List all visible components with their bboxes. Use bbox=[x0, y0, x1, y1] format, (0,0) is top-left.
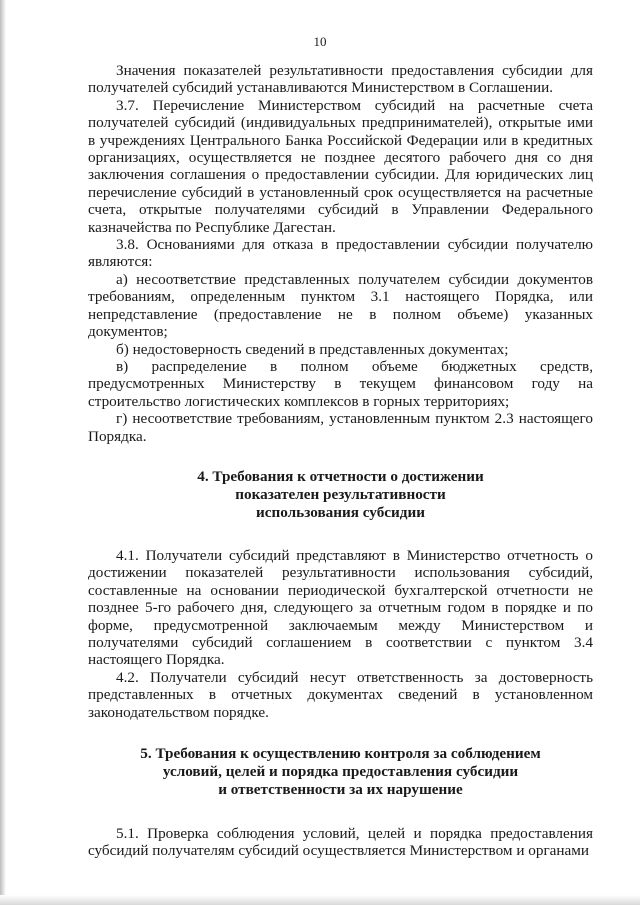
paragraph-3-8-b: б) недостоверность сведений в представленных документах; bbox=[116, 340, 509, 358]
paragraph-3-8-a: а) несоответствие представленных получателем субсидии документов требованиям, определенным пунктом 3.1 настоящего Порядка, или непредставление (предоставление не в полном объеме) указанных документов; bbox=[88, 270, 593, 341]
paragraph-4-2: 4.2. Получатели субсидий несут ответственность за достоверность представленных в отчетных документах сведений в установленном законодательством порядке. bbox=[88, 668, 593, 721]
section-4-heading bbox=[88, 468, 593, 522]
section-5-title-line: 5. Требования к осуществлению контроля за соблюдением bbox=[140, 745, 541, 762]
paragraph-5-1: 5.1. Проверка соблюдения условий, целей и порядка предоставления субсидий получателям субсидий осуществляется Министерством и органами bbox=[88, 825, 593, 860]
document-body bbox=[88, 62, 593, 860]
paragraph-3-8-v: в) распределение в полном объеме бюджетных средств, предусмотренных Министерству в текущем финансовом году на строительство логистических комплексов в горных территориях; bbox=[88, 357, 593, 410]
section-5-title-line: и ответственности за их нарушение bbox=[218, 781, 463, 798]
paragraph-3-7: 3.7. Перечисление Министерством субсидий на расчетные счета получателей субсидий (индивидуальных предпринимателей), открытые ими в учреждениях Центрального Банка Российской Федерации или в кредитных организациях, осуществляется не позднее десятого рабочего дня со дня заключения соглашения о предоставлении субсидии. Для юридических лиц перечисление субсидий в установленный срок осуществляется на расчетные счета, открытые получателями субсидий в Управлении Федерального казначейства по Республике Дагестан. bbox=[88, 96, 593, 236]
paragraph-3-8-g: г) несоответствие требованиям, установленным пунктом 2.3 настоящего Порядка. bbox=[88, 410, 593, 445]
section-4-title-line: 4. Требования к отчетности о достижении bbox=[197, 467, 484, 485]
section-4-title-line: использования субсидии bbox=[256, 503, 425, 521]
scan-bottom-shadow bbox=[0, 895, 640, 905]
paragraph-3-8: 3.8. Основаниями для отказа в предоставлении субсидии получателю являются: bbox=[88, 236, 593, 271]
paragraph-results-values: Значения показателей результативности предоставления субсидии для получателей субсидий устанавливаются Министерством в Соглашении. bbox=[88, 62, 593, 97]
section-5-title-line: условий, целей и порядка предоставления субсидии bbox=[162, 763, 519, 780]
section-4-title-line: показателен результативности bbox=[235, 485, 446, 503]
section-5-heading bbox=[88, 745, 593, 799]
paragraph-4-1: 4.1. Получатели субсидий представляют в Министерство отчетность о достижении показателей результативности использования субсидий, составленные на основании периодической бухгалтерской отчетности не позднее 5-го рабочего дня, следующего за отчетным годом в порядке и по форме, предусмотренной заключаемым между Министерством и получателями субсидий соглашением в соответствии с пунктом 3.4 настоящего Порядка. bbox=[88, 546, 593, 669]
scan-edge-shadow bbox=[0, 0, 6, 905]
page-number: 10 bbox=[313, 34, 327, 49]
